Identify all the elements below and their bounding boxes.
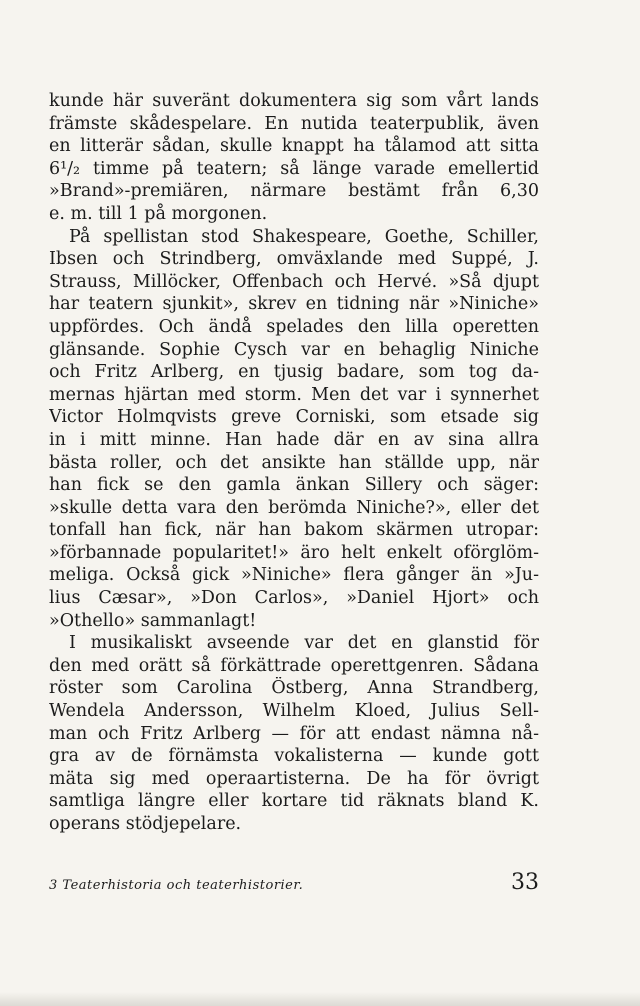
page-footer [49, 870, 539, 904]
text-line: man och Fritz Arlberg — för att endast nämna nå- [49, 723, 539, 744]
text-line: e. m. till 1 på morgonen. [49, 203, 268, 224]
text-line: glänsande. Sophie Cysch var en behaglig Niniche [49, 339, 539, 360]
signature-mark: 3 Teaterhistoria och teaterhistorier. [49, 878, 304, 893]
text-line: röster som Carolina Östberg, Anna Strandberg, [49, 678, 539, 699]
text-line: Victor Holmqvists greve Corniski, som etsade sig [49, 407, 539, 428]
text-line: I musikaliskt avseende var det en glanstid för [69, 633, 539, 654]
text-line: operans stödjepelare. [49, 814, 242, 834]
text-line: mäta sig med operaartisterna. De ha för övrigt [49, 768, 539, 789]
text-line: samtliga längre eller kortare tid räknats bland K. [49, 791, 539, 812]
text-line: 6¹/₂ timme på teatern; så länge varade emellertid [49, 158, 539, 179]
text-line: den med orätt så förkättrade operettgenren. Sådana [49, 655, 539, 676]
page-number: 33 [511, 870, 539, 895]
text-line: meliga. Också gick »Niniche» flera gånger än »Ju- [49, 565, 539, 586]
text-line: lius Cæsar», »Don Carlos», »Daniel Hjort» och [49, 588, 539, 609]
text-line: in i mitt minne. Han hade där en av sina allra [49, 429, 539, 450]
page-bottom-edge [0, 992, 640, 1006]
text-line: gra av de förnämsta vokalisterna — kunde gott [49, 746, 539, 767]
text-line: och Fritz Arlberg, en tjusig badare, som tog da- [49, 362, 539, 383]
text-line: På spellistan stod Shakespeare, Goethe, Schiller, [69, 226, 539, 247]
text-line: bästa roller, och det ansikte han ställde upp, när [49, 452, 539, 473]
text-line: »Brand»-premiären, närmare bestämt från 6,30 [49, 181, 539, 202]
text-line: Strauss, Millöcker, Offenbach och Hervé. »Så djupt [49, 271, 539, 292]
text-line: tonfall han fick, när han bakom skärmen utropar: [49, 520, 539, 541]
text-line: främste skådespelare. En nutida teaterpublik, även [49, 113, 539, 134]
text-line: har teatern sjunkit», skrev en tidning när »Niniche» [49, 294, 539, 315]
text-line: en litterär sådan, skulle knappt ha tålamod att sitta [49, 136, 539, 157]
text-line: »förbannade popularitet!» äro helt enkelt oförglöm- [49, 542, 539, 563]
text-line: uppfördes. Och ändå spelades den lilla operetten [49, 316, 539, 337]
text-line: Ibsen och Strindberg, omväxlande med Suppé, J. [49, 249, 539, 270]
text-line: Wendela Andersson, Wilhelm Kloed, Julius Sell- [49, 701, 539, 722]
text-line: »skulle detta vara den berömda Niniche?», eller det [49, 497, 539, 518]
text-line: kunde här suveränt dokumentera sig som vårt lands [49, 91, 539, 111]
body-text [49, 90, 539, 836]
text-line: han fick se den gamla änkan Sillery och säger: [49, 475, 539, 496]
text-line: »Othello» sammanlagt! [49, 610, 257, 631]
text-line: mernas hjärtan med storm. Men det var i synnerhet [49, 384, 539, 405]
